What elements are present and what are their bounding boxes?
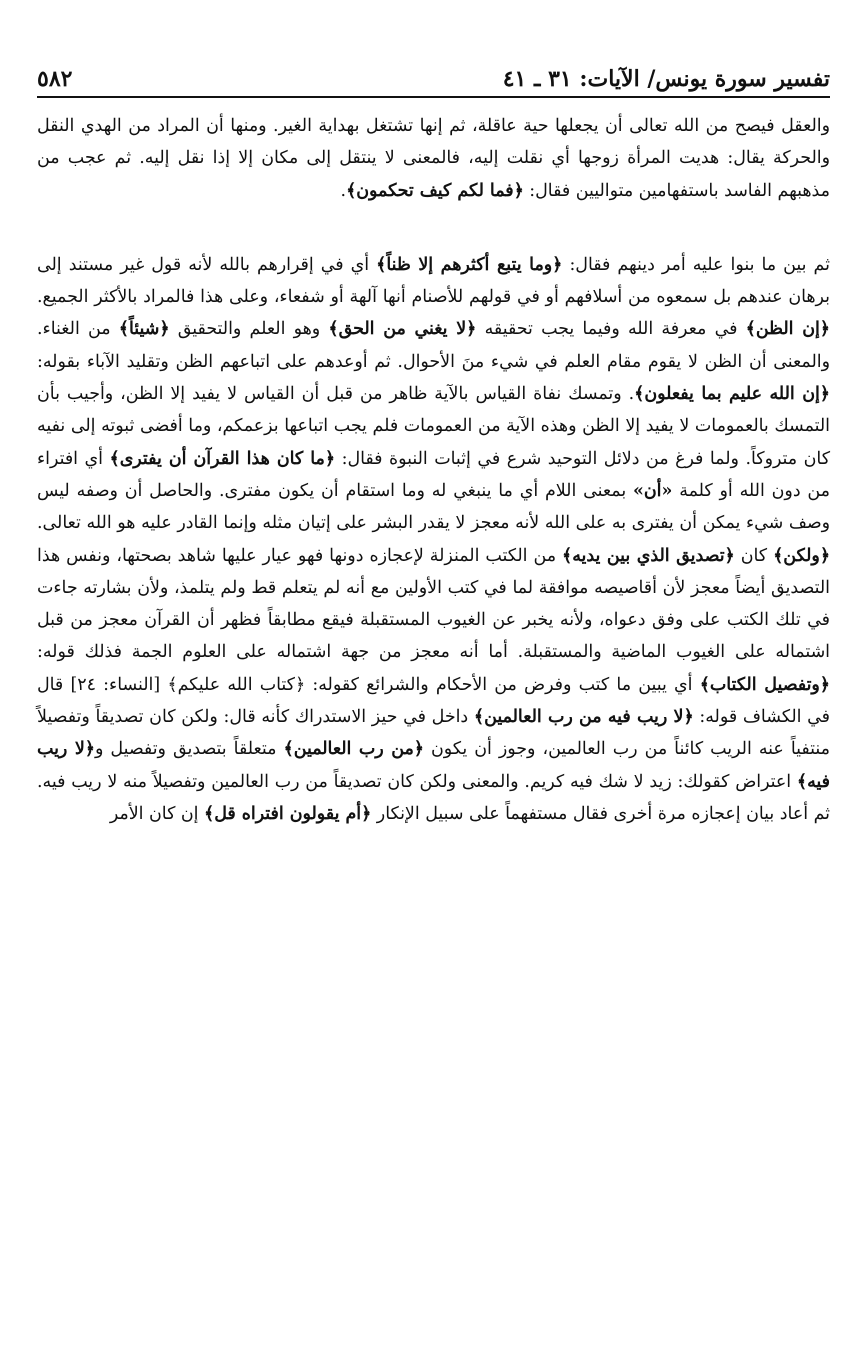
text-run: إن كان الأمر xyxy=(109,803,205,824)
quran-quote: ﴿لا ريب فيه﴾ xyxy=(37,739,830,792)
text-run: . وتمسك نفاة القياس بالآية ظاهر من قبل أن القياس لا يفيد إلا الظن، وأجيب بأن التمسك بالعمومات لا يفيد إلا الظن وهذه الآية من العمومات فلم يجب اتباعها بزعمكم، وما أفضى ثبوته إلى نفيه كان متروكاً. ولما فرغ من دلائل التوحيد شرع في إثبات النبوة فقال: xyxy=(37,384,830,469)
quran-quote: ﴿شيئاً﴾ xyxy=(118,319,170,340)
text-run: من الغناء. والمعنى أن الظن لا يقوم مقام العلم في شيء منَ الأحوال. ثم أوعدهم على اتباعهم الظن وتقليد الآباء بقوله: xyxy=(37,319,830,372)
page-header xyxy=(37,58,830,92)
text-run: وهو العلم والتحقيق xyxy=(169,319,329,340)
quran-quote: ﴿تصديق الذي بين يديه﴾ xyxy=(562,545,735,566)
text-run: أي افتراء من دون الله أو كلمة xyxy=(37,448,830,501)
quran-quote: ﴿فما لكم كيف تحكمون﴾ xyxy=(346,180,524,201)
text-run: كان xyxy=(734,545,774,566)
quran-quote: ﴿وتفصيل الكتاب﴾ xyxy=(699,674,830,695)
quran-quote: «أن» xyxy=(633,480,673,501)
quran-quote: ﴿أم يقولون افتراه قل﴾ xyxy=(204,803,372,824)
paragraph-2 xyxy=(37,249,830,830)
text-run: أي يبين ما كتب وفرض من الأحكام والشرائع كقوله: ﴿كتاب الله عليكم﴾ [النساء: ٢٤] قال في الكشاف قوله: xyxy=(37,674,830,728)
quran-quote: ﴿ولكن﴾ xyxy=(773,545,831,566)
text-run: . xyxy=(340,180,347,201)
running-title: تفسير سورة يونس/ الآيات: ٣١ ـ ٤١ xyxy=(502,66,830,92)
text-run: متعلقاً بتصديق وتفصيل و xyxy=(94,739,284,760)
paragraph-1 xyxy=(37,110,830,207)
text-run: اعتراض كقولك: زيد لا شك فيه كريم. والمعنى ولكن كان تصديقاً من رب العالمين وتفصيلاً منه لا ريب فيه. ثم أعاد بيان إعجازه مرة أخرى فقال مستفهماً على سبيل الإنكار xyxy=(37,771,830,824)
body-text xyxy=(37,110,830,830)
quran-quote: ﴿لا ريب فيه من رب العالمين﴾ xyxy=(473,707,694,728)
page-number: ٥٨٢ xyxy=(37,66,73,92)
quran-quote: ﴿ما كان هذا القرآن أن يفترى﴾ xyxy=(109,448,336,469)
quran-quote: ﴿إن الله عليم بما يفعلون﴾ xyxy=(634,384,830,405)
text-run: من الكتب المنزلة لإعجازه دونها فهو عيار عليها شاهد بصحتها، ونفس هذا التصديق أيضاً معجز لأن أقاصيصه موافقة لما في كتب الأولين مع أنه لم يتعلم قط ولم يتلمذ، ولأن بشارته جاءت في تلك الكتب على وفق دعواه، ولأنه يخبر عن الغيوب المستقبلة فيقع مطابقاً فظهر أن القرآن معجز من قبل اشتماله على الغيوب الماضية والمستقبلة. أما أنه معجز من جهة اشتماله على العلوم الجمة فذلك قوله: xyxy=(37,545,830,663)
quran-quote: ﴿لا يغني من الحق﴾ xyxy=(328,319,477,340)
quran-quote: ﴿وما يتبع أكثرهم إلا ظناً﴾ xyxy=(376,254,563,275)
header-divider xyxy=(37,96,830,98)
quran-quote: ﴿من رب العالمين﴾ xyxy=(283,739,424,760)
text-run: أي في إقرارهم بالله لأنه قول غير مستند إلى برهان عندهم بل سمعوه من أسلافهم أو في قولهم للأصنام أنها آلهة أو شفعاء، وعلى هذا فالمراد بالأكثر الجميع. xyxy=(37,254,830,308)
text-run: ثم بين ما بنوا عليه أمر دينهم فقال: xyxy=(562,254,830,275)
quran-quote: ﴿إن الظن﴾ xyxy=(745,319,830,340)
text-run: بمعنى اللام أي ما ينبغي له وما استقام أن يكون مفترى. والحاصل أن وصفه ليس وصف شيء يمكن أن يفترى به على الله لأنه معجز لا يقدر البشر على إتيان مثله وإنما القادر عليه هو الله تعالى. xyxy=(37,480,830,534)
text-run: في معرفة الله وفيما يجب تحقيقه xyxy=(476,319,746,340)
text-run: داخل في حيز الاستدراك كأنه قال: ولكن كان تصديقاً وتفصيلاً منتفياً عنه الريب كائناً من رب العالمين، وجوز أن يكون xyxy=(37,707,830,760)
text-run: والعقل فيصح من الله تعالى أن يجعلها حية عاقلة، ثم إنها تشتغل بهداية الغير. ومنها أن المراد من الهدي النقل والحركة يقال: هديت المرأة زوجها أي نقلت إليه، فالمعنى لا ينتقل إلى مكان إلا إذا نقل إليه. ثم عجب من مذهبهم الفاسد باستفهامين متواليين فقال: xyxy=(37,116,830,201)
